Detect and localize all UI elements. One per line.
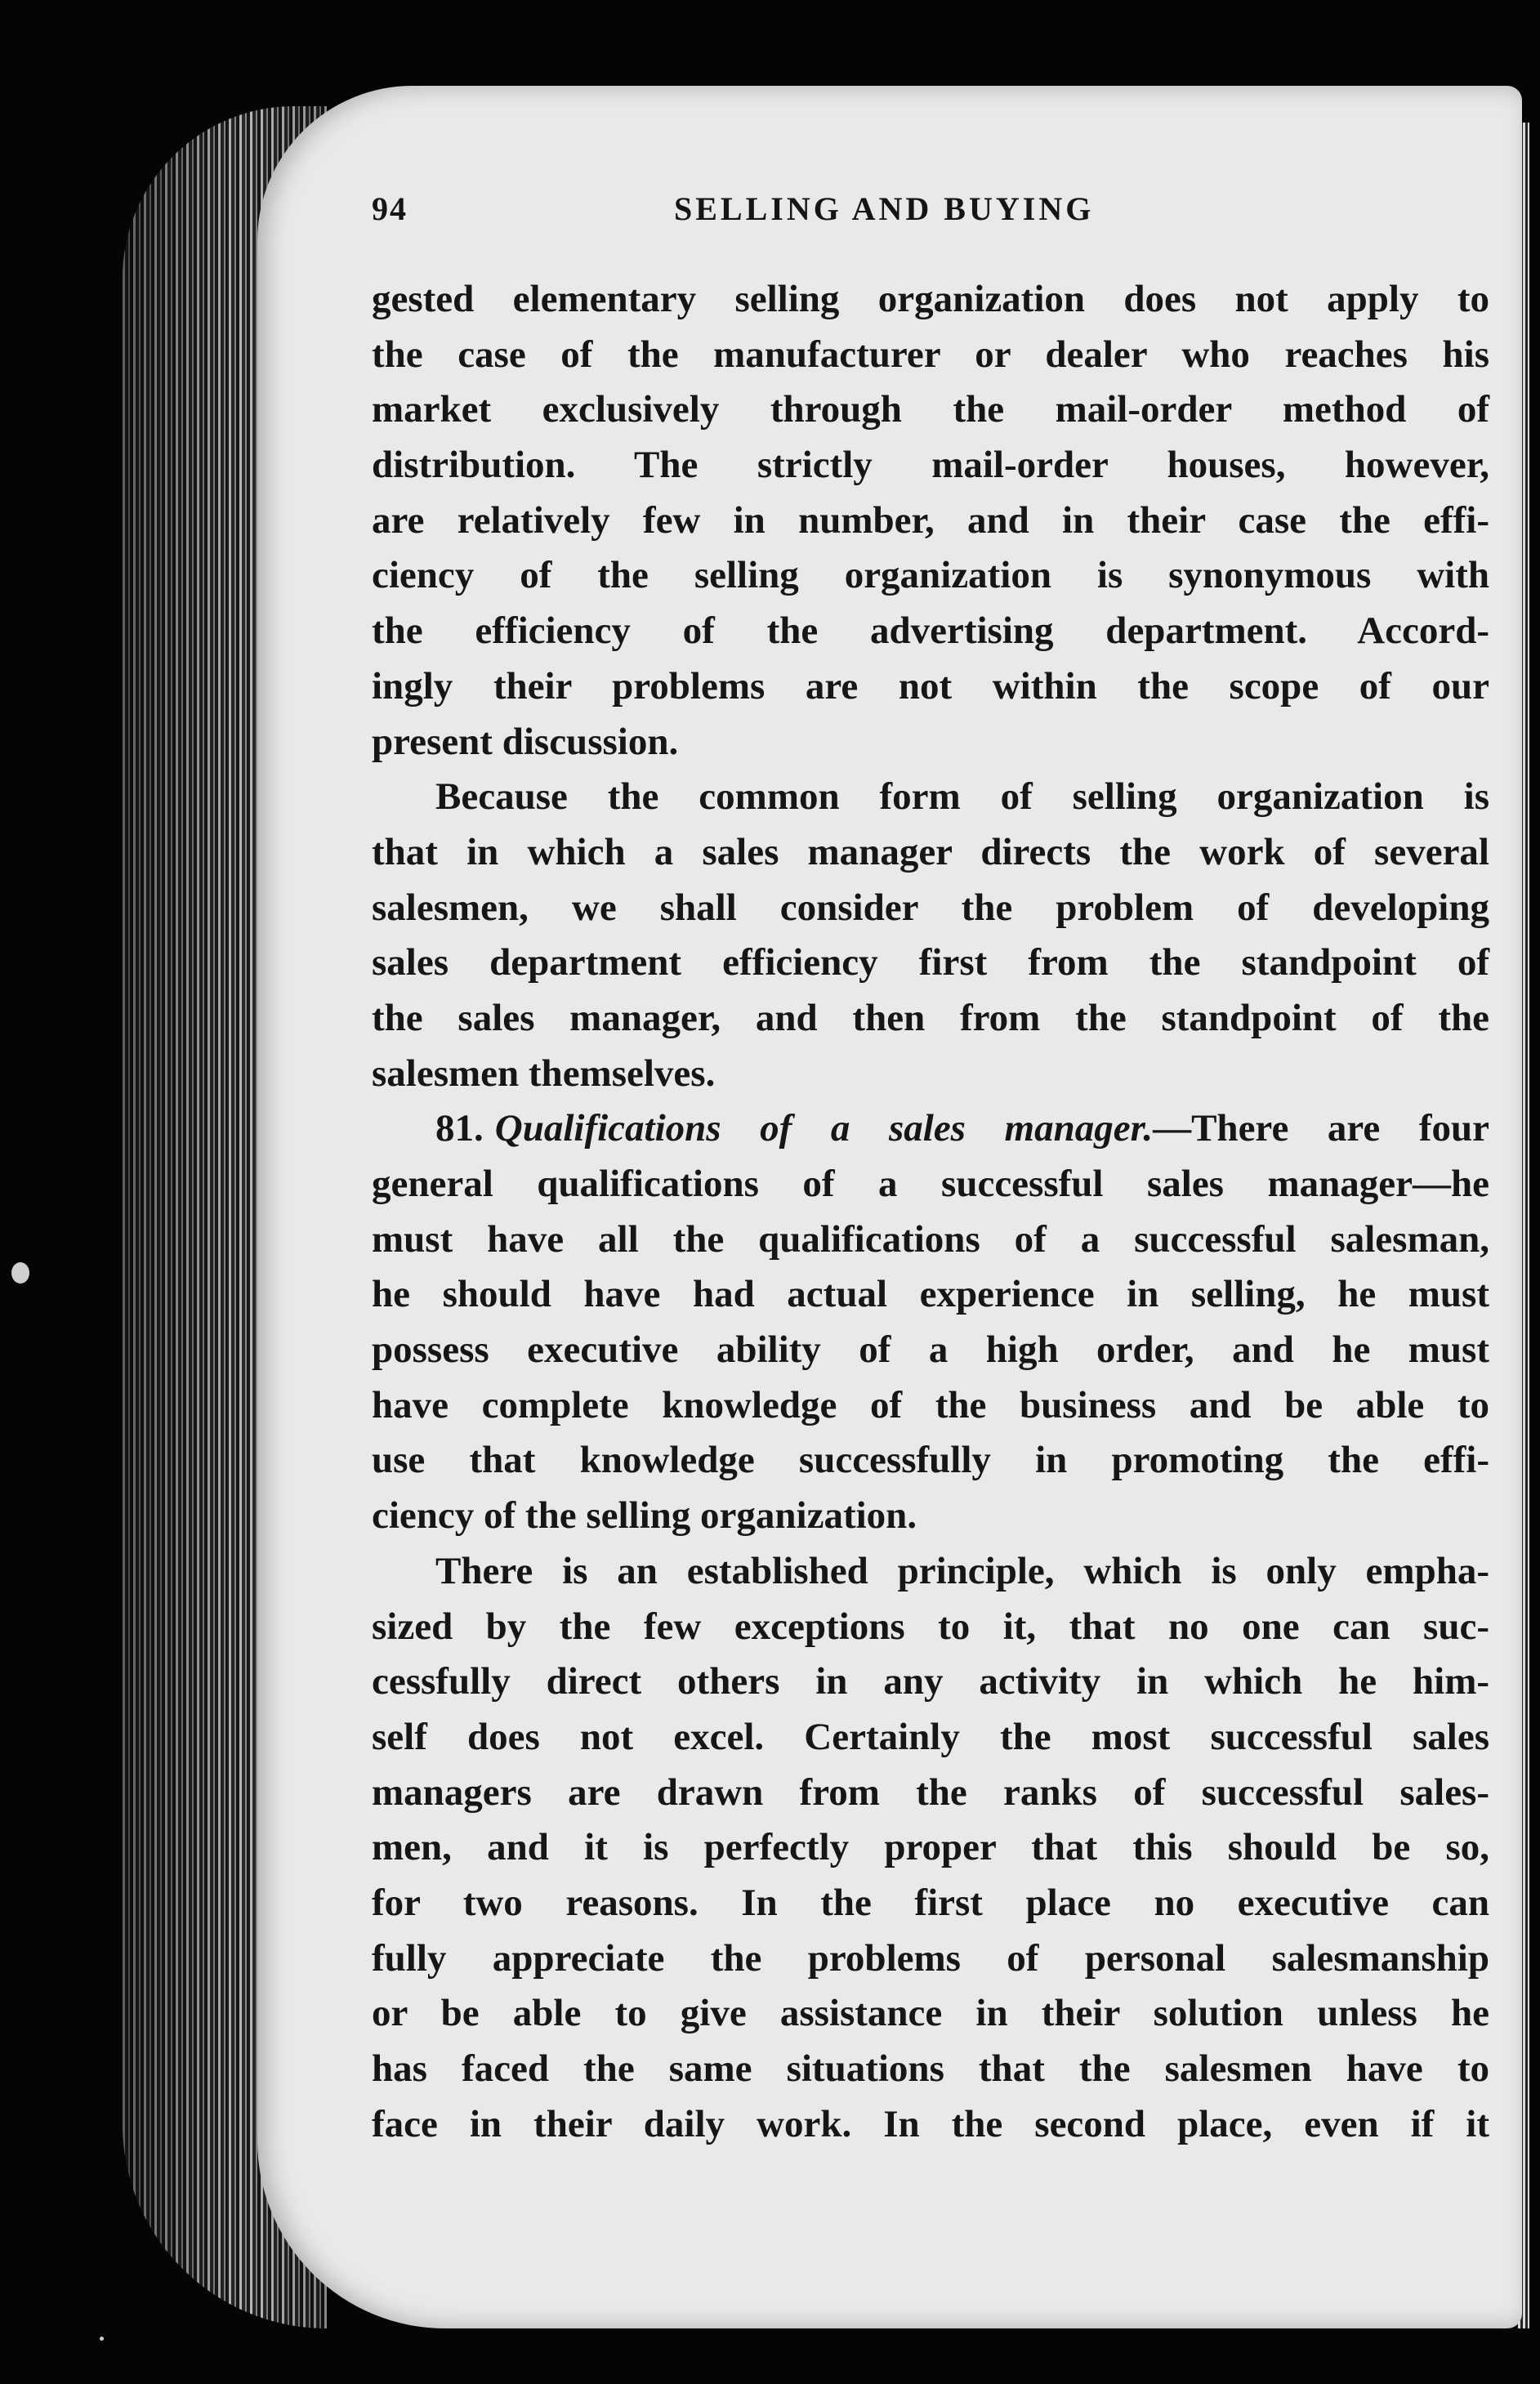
text-line: ciency of the selling organization.	[372, 1494, 917, 1538]
text-line: men, and it is perfectly proper that this should be so,	[372, 1826, 1489, 1869]
paragraph	[372, 1544, 1489, 2153]
text-line: present discussion.	[372, 720, 679, 763]
text-line: the efficiency of the advertising department. Accord-	[372, 609, 1489, 653]
text-line: self does not excel. Certainly the most successful sales	[372, 1715, 1489, 1758]
text-line: must have all the qualifications of a successful salesman,	[372, 1217, 1489, 1261]
scan-speck	[100, 2337, 104, 2341]
text-line: or be able to give assistance in their solution unless he	[372, 1992, 1489, 2035]
text-line: possess executive ability of a high order, and he must	[372, 1328, 1489, 1372]
text-line: have complete knowledge of the business and be able to	[372, 1383, 1489, 1426]
text-line: salesmen, we shall consider the problem of developing	[372, 886, 1489, 929]
text-line: has faced the same situations that the salesmen have to	[372, 2047, 1489, 2090]
scan-speck	[11, 1262, 29, 1284]
running-head: SELLING AND BUYING	[674, 190, 1095, 227]
text-line: market exclusively through the mail-order method of	[372, 388, 1489, 431]
section-paragraph	[372, 1101, 1489, 1544]
section-first-line-text: —There are four	[1153, 1107, 1489, 1150]
text-line: general qualifications of a successful sales manager—he	[372, 1163, 1489, 1205]
text-line: salesmen themselves.	[372, 1051, 716, 1095]
text-line: use that knowledge successfully in promoting the effi-	[372, 1439, 1489, 1482]
text-line: distribution. The strictly mail-order houses, however,	[372, 444, 1489, 487]
text-line: sized by the few exceptions to it, that no one can suc-	[372, 1605, 1489, 1648]
text-line: cessfully direct others in any activity in which he him-	[372, 1660, 1489, 1703]
text-line: gested elementary selling organization does not apply to	[372, 278, 1489, 320]
text-line: for two reasons. In the first place no executive can	[372, 1881, 1489, 1924]
text-line: that in which a sales manager directs the work of several	[372, 830, 1489, 873]
text-line: he should have had actual experience in selling, he must	[372, 1273, 1489, 1316]
text-line: Because the common form of selling organization is	[435, 775, 1489, 819]
section-number: 81.	[435, 1107, 484, 1150]
text-line: ingly their problems are not within the scope of our	[372, 664, 1489, 708]
text-line: fully appreciate the problems of personal salesmanship	[372, 1936, 1489, 1980]
text-line: There is an established principle, which is only empha-	[435, 1549, 1489, 1592]
paragraph	[372, 770, 1489, 1101]
section-title: Qualifications of a sales manager.	[494, 1107, 1154, 1150]
text-line: the sales manager, and then from the standpoint of the	[372, 996, 1489, 1039]
paragraph	[372, 272, 1489, 770]
page-header	[372, 190, 1499, 239]
text-line: face in their daily work. In the second place, even if it	[372, 2102, 1489, 2145]
text-line: are relatively few in number, and in their case the effi-	[372, 498, 1489, 542]
page-number: 94	[372, 190, 408, 227]
text-line: the case of the manufacturer or dealer who reaches his	[372, 333, 1489, 376]
text-line: sales department efficiency first from the standpoint of	[372, 941, 1489, 984]
body-text	[372, 272, 1489, 2152]
section-heading-line	[372, 1101, 1489, 1157]
text-line: ciency of the selling organization is synonymous with	[372, 554, 1489, 597]
text-line: managers are drawn from the ranks of successful sales-	[372, 1770, 1489, 1814]
